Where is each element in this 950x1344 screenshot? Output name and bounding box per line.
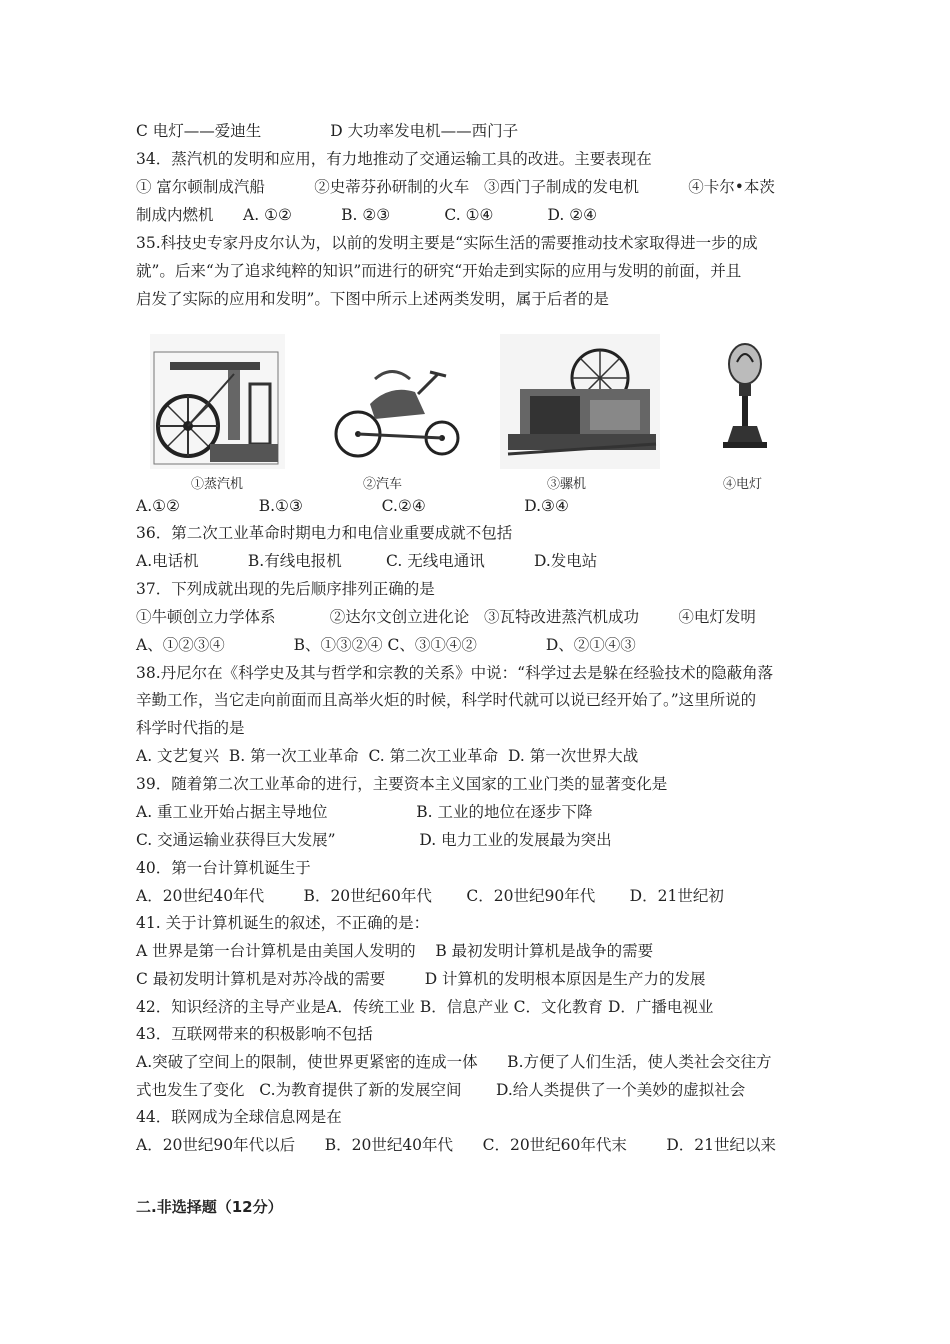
text-line: A．20世纪90年代以后 B．20世纪40年代 C．20世纪60年代末 D．21世纪以来 (136, 1136, 776, 1154)
text-line: A. 重工业开始占据主导地位 B. 工业的地位在逐步下降 (136, 803, 593, 821)
text-line: C. 交通运输业获得巨大发展” D. 电力工业的发展最为突出 (136, 831, 612, 849)
text-line: A 世界是第一台计算机是由美国人发明的 B 最初发明计算机是战争的需要 (136, 942, 654, 960)
text-line: 34．蒸汽机的发明和应用，有力地推动了交通运输工具的改进。主要表现在 (136, 150, 652, 168)
text-line: 40．第一台计算机诞生于 (136, 859, 311, 877)
text-line: C 最初发明计算机是对苏冷战的需要 D 计算机的发明根本原因是生产力的发展 (136, 970, 706, 988)
text-line: 辛勤工作，当它走向前面而且高举火炬的时候，科学时代就可以说已经开始了。”这里所说的 (136, 691, 757, 709)
text-line: 43．互联网带来的积极影响不包括 (136, 1025, 373, 1043)
figure-caption: ②汽车 (363, 477, 403, 492)
text-line: 启发了实际的应用和发明”。下图中所示上述两类发明，属于后者的是 (136, 290, 609, 308)
figure-caption: ①蒸汽机 (191, 477, 244, 492)
figure-caption: ④电灯 (723, 477, 763, 492)
text-line: A.电话机 B.有线电报机 C. 无线电通讯 D.发电站 (136, 552, 598, 570)
automobile-image (330, 334, 465, 469)
steam-engine-image (150, 334, 285, 469)
section-heading: 二.非选择题（12分） (136, 1198, 283, 1216)
text-line: A．20世纪40年代 B．20世纪60年代 C．20世纪90年代 D．21世纪初 (136, 887, 724, 905)
text-line: A. 文艺复兴 B. 第一次工业革命 C. 第二次工业革命 D. 第一次世界大战 (136, 747, 639, 765)
text-line: 36．第二次工业革命时期电力和电信业重要成就不包括 (136, 524, 513, 542)
text-line: ①牛顿创立力学体系 ②达尔文创立进化论 ③瓦特改进蒸汽机成功 ④电灯发明 (136, 608, 756, 626)
text-line: A、①②③④ B、①③②④ C、③①④② D、②①④③ (136, 636, 636, 654)
text-line: A.突破了空间上的限制，使世界更紧密的连成一体 B.方便了人们生活，使人类社会交往方 (136, 1053, 772, 1071)
text-line: 41. 关于计算机诞生的叙述，不正确的是： (136, 914, 430, 932)
text-line: 科学时代指的是 (136, 719, 245, 737)
text-line: 37．下列成就出现的先后顺序排列正确的是 (136, 580, 435, 598)
figure-caption: ③骡机 (547, 477, 587, 492)
text-line: 式也发生了变化 C.为教育提供了新的发展空间 D.给人类提供了一个美妙的虚拟社会 (136, 1081, 746, 1099)
text-line: 44．联网成为全球信息网是在 (136, 1108, 342, 1126)
text-line: ① 富尔顿制成汽船 ②史蒂芬孙研制的火车 ③西门子制成的发电机 ④卡尔•本茨 (136, 178, 775, 196)
text-line: 35.科技史专家丹皮尔认为，以前的发明主要是“实际生活的需要推动技术家取得进一步的成 (136, 234, 758, 252)
text-line: 39．随着第二次工业革命的进行，主要资本主义国家的工业门类的显著变化是 (136, 775, 668, 793)
text-line: 就”。后来“为了追求纯粹的知识”而进行的研究“开始走到实际的应用与发明的前面，并且 (136, 262, 742, 280)
electric-lamp-image (715, 334, 775, 469)
text-line: A.①② B.①③ C.②④ D.③④ (136, 497, 569, 515)
text-line: C 电灯——爱迪生 D 大功率发电机——西门子 (136, 122, 519, 140)
text-line: 42．知识经济的主导产业是A．传统工业 B．信息产业 C．文化教育 D．广播电视业 (136, 998, 714, 1016)
text-line: 38.丹尼尔在《科学史及其与哲学和宗教的关系》中说：“科学过去是躲在经验技术的隐蔽角落 (136, 664, 774, 682)
text-line: 制成内燃机 A. ①② B. ②③ C. ①④ D. ②④ (136, 206, 598, 224)
spinning-mule-image (500, 334, 660, 469)
